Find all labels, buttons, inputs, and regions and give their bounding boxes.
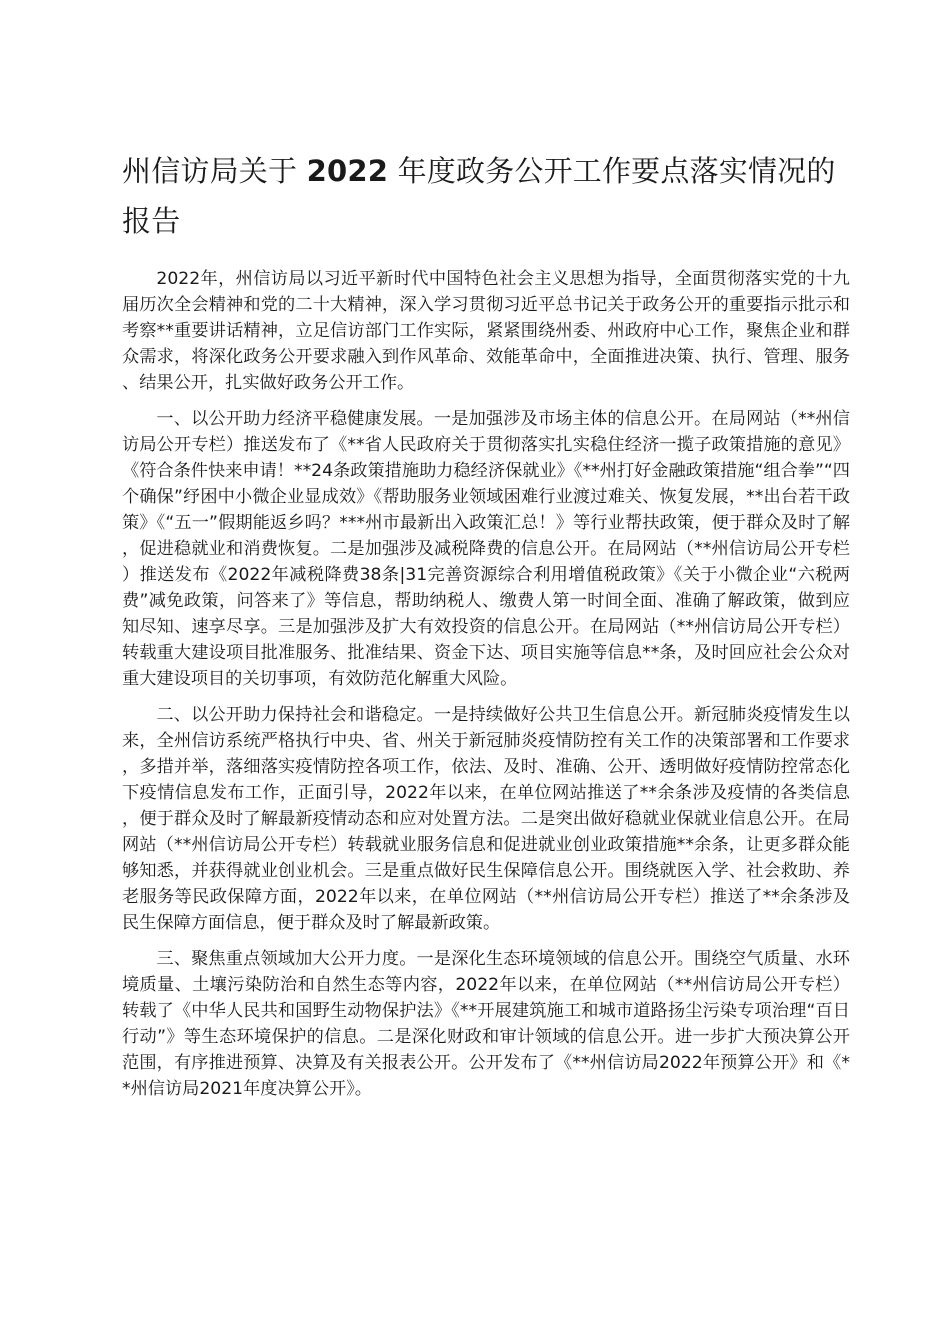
title-prefix: 州信访局关于 [122,154,298,188]
section-one-paragraph: 一、以公开助力经济平稳健康发展。一是加强涉及市场主体的信息公开。在局网站（**州信访局公开专栏）推送发布了《**省人民政府关于贯彻落实扎实稳住经济一揽子政策措施的意见》《符合条件快来申请！**24条政策措施助力稳经济保就业》《**州打好金融政策措施“组合拳”“四个确保”纾困中小微企业显成效》《帮助服务业领域困难行业渡过难关、恢复发展，**出台若干政策》《“五一”假期能返乡吗？***州市最新出入政策汇总！》等行业帮扶政策，便于群众及时了解，促进稳就业和消费恢复。二是加强涉及减税降费的信息公开。在局网站（**州信访局公开专栏）推送发布《2022年减税降费38条|31完善资源综合利用增值税政策》《关于小微企业“六税两费”减免政策，问答来了》等信息，帮助纳税人、缴费人第一时间全面、准确了解政策，做到应知尽知、速享尽享。三是加强涉及扩大有效投资的信息公开。在局网站（**州信访局公开专栏）转载重大建设项目批准服务、批准结果、资金下达、项目实施等信息**条，及时回应社会公众对重大建设项目的关切事项，有效防范化解重大风险。 [122,409,850,689]
title-suffix: 年度政务公开工作要点落实情况的报告 [122,154,836,238]
section-two-paragraph: 二、以公开助力保持社会和谐稳定。一是持续做好公共卫生信息公开。新冠肺炎疫情发生以来，全州信访系统严格执行中央、省、州关于新冠肺炎疫情防控有关工作的决策部署和工作要求，多措并举，落细落实疫情防控各项工作，依法、及时、准确、公开、透明做好疫情防控常态化下疫情信息发布工作，正面引导，2022年以来，在单位网站推送了**余条涉及疫情的各类信息，便于群众及时了解最新疫情动态和应对处置方法。二是突出做好稳就业保就业信息公开。在局网站（**州信访局公开专栏）转载就业服务信息和促进就业创业政策措施**余条，让更多群众能够知悉，并获得就业创业机会。三是重点做好民生保障信息公开。围绕就医入学、社会救助、养老服务等民政保障方面，2022年以来，在单位网站（**州信访局公开专栏）推送了**余条涉及民生保障方面信息，便于群众及时了解最新政策。 [122,705,850,933]
document-title [122,146,850,246]
section-three-paragraph: 三、聚焦重点领域加大公开力度。一是深化生态环境领域的信息公开。围绕空气质量、水环境质量、土壤污染防治和自然生态等内容，2022年以来，在单位网站（**州信访局公开专栏）转载了《中华人民共和国野生动物保护法》《**开展建筑施工和城市道路扬尘污染专项治理“百日行动”》等生态环境保护的信息。二是深化财政和审计领域的信息公开。进一步扩大预决算公开范围，有序推进预算、决算及有关报表公开。公开发布了《**州信访局2022年预算公开》和《**州信访局2021年度决算公开》。 [122,949,850,1099]
document-page [122,146,850,1112]
title-year: 2022 [306,154,389,188]
intro-paragraph: 2022年，州信访局以习近平新时代中国特色社会主义思想为指导，全面贯彻落实党的十九届历次全会精神和党的二十大精神，深入学习贯彻习近平总书记关于政务公开的重要指示批示和考察**重要讲话精神，立足信访部门工作实际，紧紧围绕州委、州政府中心工作，聚焦企业和群众需求，将深化政务公开要求融入到作风革命、效能革命中，全面推进决策、执行、管理、服务、结果公开，扎实做好政务公开工作。 [122,269,850,393]
